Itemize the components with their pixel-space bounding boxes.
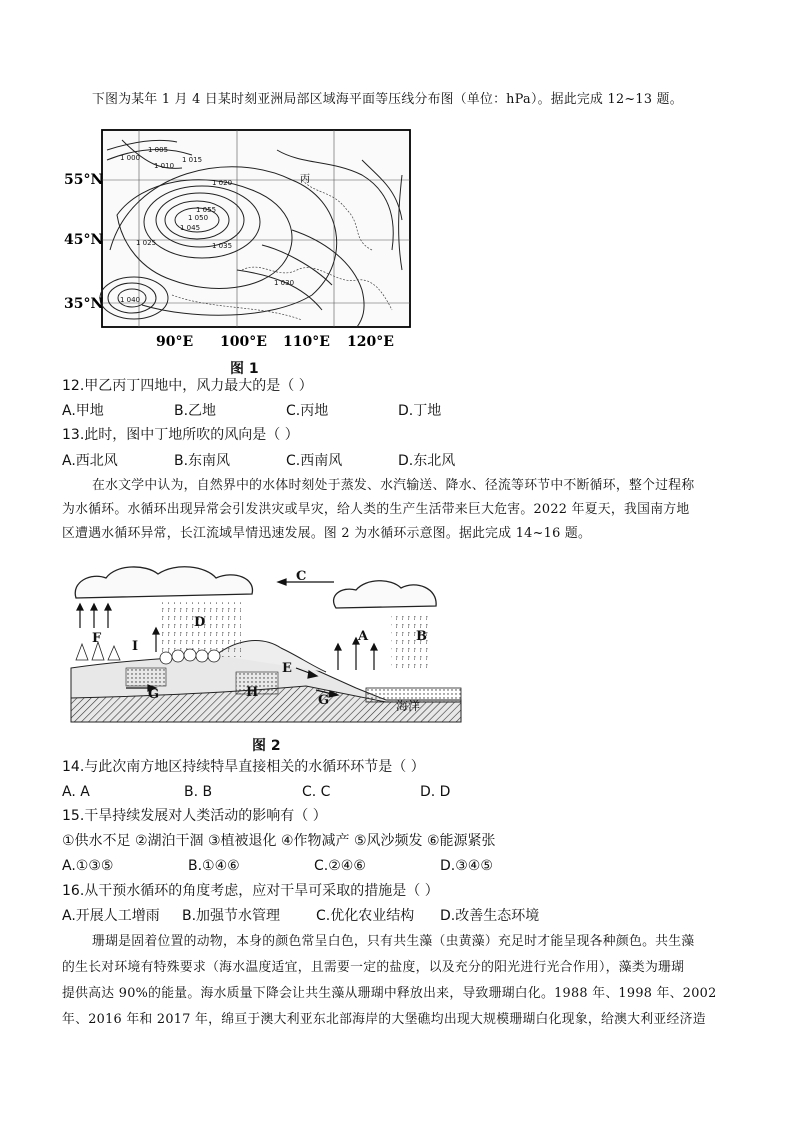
water-cycle-diagram bbox=[66, 560, 466, 732]
question-14-stem: 14.与此次南方地区持续特旱直接相关的水循环环节是（ ） bbox=[62, 759, 425, 775]
ocean-label: 海洋 bbox=[396, 699, 421, 713]
option-d[interactable]: D.东北风 bbox=[398, 453, 456, 469]
intro-coral-line3: 提供高达 90%的能量。海水质量下降会让共生藻从珊瑚中释放出来，导致珊瑚白化。1988 年、1998 年、2002 bbox=[62, 986, 717, 1001]
option-a[interactable]: A. A bbox=[62, 784, 90, 800]
label-h: H bbox=[246, 685, 259, 700]
intro-coral-line4: 年、2016 年和 2017 年，绵亘于澳大利亚东北部海岸的大堡礁均出现大规模珊瑚白化现象，给澳大利亚经济造 bbox=[62, 1012, 706, 1027]
lat-label-45: 45°N bbox=[64, 232, 104, 248]
figure-2-caption: 图 2 bbox=[252, 738, 281, 754]
question-16-stem: 16.从干预水循环的角度考虑，应对干旱可采取的措施是（ ） bbox=[62, 883, 439, 899]
isobar-label: 1 025 bbox=[136, 239, 157, 247]
lon-label-100: 100°E bbox=[220, 334, 267, 350]
option-a[interactable]: A.①③⑤ bbox=[62, 858, 114, 874]
isobar-label: 1 015 bbox=[182, 156, 203, 164]
label-e: E bbox=[282, 661, 292, 676]
intro-coral-line1: 珊瑚是固着位置的动物，本身的颜色常呈白色，只有共生藻（虫黄藻）充足时才能呈现各种颜色。共生藻 bbox=[92, 934, 695, 949]
place-label-bing: 丙 bbox=[300, 174, 310, 185]
question-15-items: ①供水不足 ②湖泊干涸 ③植被退化 ④作物减产 ⑤风沙频发 ⑥能源紧张 bbox=[62, 833, 496, 849]
option-b[interactable]: B. B bbox=[184, 784, 213, 800]
option-d[interactable]: D. D bbox=[420, 784, 451, 800]
intro-water-cycle-line1: 在水文学中认为，自然界中的水体时刻处于蒸发、水汽输送、降水、径流等环节中不断循环，整个过程称 bbox=[92, 478, 695, 493]
option-b[interactable]: B.乙地 bbox=[174, 403, 217, 419]
option-c[interactable]: C.②④⑥ bbox=[314, 858, 366, 874]
question-13-stem: 13.此时，图中丁地所吹的风向是（ ） bbox=[62, 427, 299, 443]
label-c: C bbox=[296, 569, 307, 584]
label-f: F bbox=[92, 631, 102, 646]
label-i: I bbox=[132, 639, 139, 654]
option-d[interactable]: D.③④⑤ bbox=[440, 858, 493, 874]
intro-water-cycle-line2: 为水循环。水循环出现异常会引发洪灾或旱灾，给人类的生产生活带来巨大危害。2022 年夏天，我国南方地 bbox=[62, 502, 690, 517]
isobar-label: 1 035 bbox=[212, 242, 233, 250]
option-c[interactable]: C.优化农业结构 bbox=[316, 908, 415, 924]
lat-label-35: 35°N bbox=[64, 296, 104, 312]
option-d[interactable]: D.改善生态环境 bbox=[440, 908, 540, 924]
lon-label-90: 90°E bbox=[156, 334, 194, 350]
option-b[interactable]: B.加强节水管理 bbox=[182, 908, 281, 924]
label-d: D bbox=[194, 615, 206, 630]
isobar-label: 1 055 bbox=[196, 206, 217, 214]
isobar-label: 1 000 bbox=[120, 154, 141, 162]
label-g: G bbox=[148, 687, 160, 702]
option-a[interactable]: A.西北风 bbox=[62, 453, 118, 469]
isobar-label: 1 040 bbox=[120, 296, 141, 304]
isobar-label: 1 010 bbox=[154, 162, 175, 170]
option-a[interactable]: A.甲地 bbox=[62, 403, 104, 419]
option-d[interactable]: D.丁地 bbox=[398, 403, 442, 419]
isobar-label: 1 045 bbox=[180, 224, 201, 232]
intro-map-question: 下图为某年 1 月 4 日某时刻亚洲局部区域海平面等压线分布图（单位：hPa）。据此完成 12~13 题。 bbox=[92, 92, 683, 107]
label-b: B bbox=[416, 629, 427, 644]
figure-1-caption: 图 1 bbox=[230, 361, 259, 377]
intro-water-cycle-line3: 区遭遇水循环异常，长江流域旱情迅速发展。图 2 为水循环示意图。据此完成 14~16 题。 bbox=[62, 526, 592, 541]
option-b[interactable]: B.①④⑥ bbox=[188, 858, 240, 874]
intro-coral-line2: 的生长对环境有特殊要求（海水温度适宜，且需要一定的盐度，以及充分的阳光进行光合作用），藻类为珊瑚 bbox=[62, 960, 685, 975]
option-c[interactable]: C.丙地 bbox=[286, 403, 329, 419]
option-a[interactable]: A.开展人工增雨 bbox=[62, 908, 160, 924]
lon-label-120: 120°E bbox=[347, 334, 394, 350]
isobar-label: 1 020 bbox=[212, 179, 233, 187]
question-15-stem: 15.干旱持续发展对人类活动的影响有（ ） bbox=[62, 808, 327, 824]
label-g2: G bbox=[318, 693, 330, 708]
isobar-label: 1 030 bbox=[274, 279, 295, 287]
label-a: A bbox=[358, 629, 369, 644]
option-b[interactable]: B.东南风 bbox=[174, 453, 231, 469]
option-c[interactable]: C. C bbox=[302, 784, 331, 800]
lon-label-110: 110°E bbox=[283, 334, 330, 350]
lat-label-55: 55°N bbox=[64, 172, 104, 188]
option-c[interactable]: C.西南风 bbox=[286, 453, 343, 469]
question-12-stem: 12.甲乙丙丁四地中，风力最大的是（ ） bbox=[62, 378, 313, 394]
isobar-label: 1 005 bbox=[148, 146, 169, 154]
isobar-map bbox=[62, 120, 422, 360]
isobar-label: 1 050 bbox=[188, 214, 209, 222]
